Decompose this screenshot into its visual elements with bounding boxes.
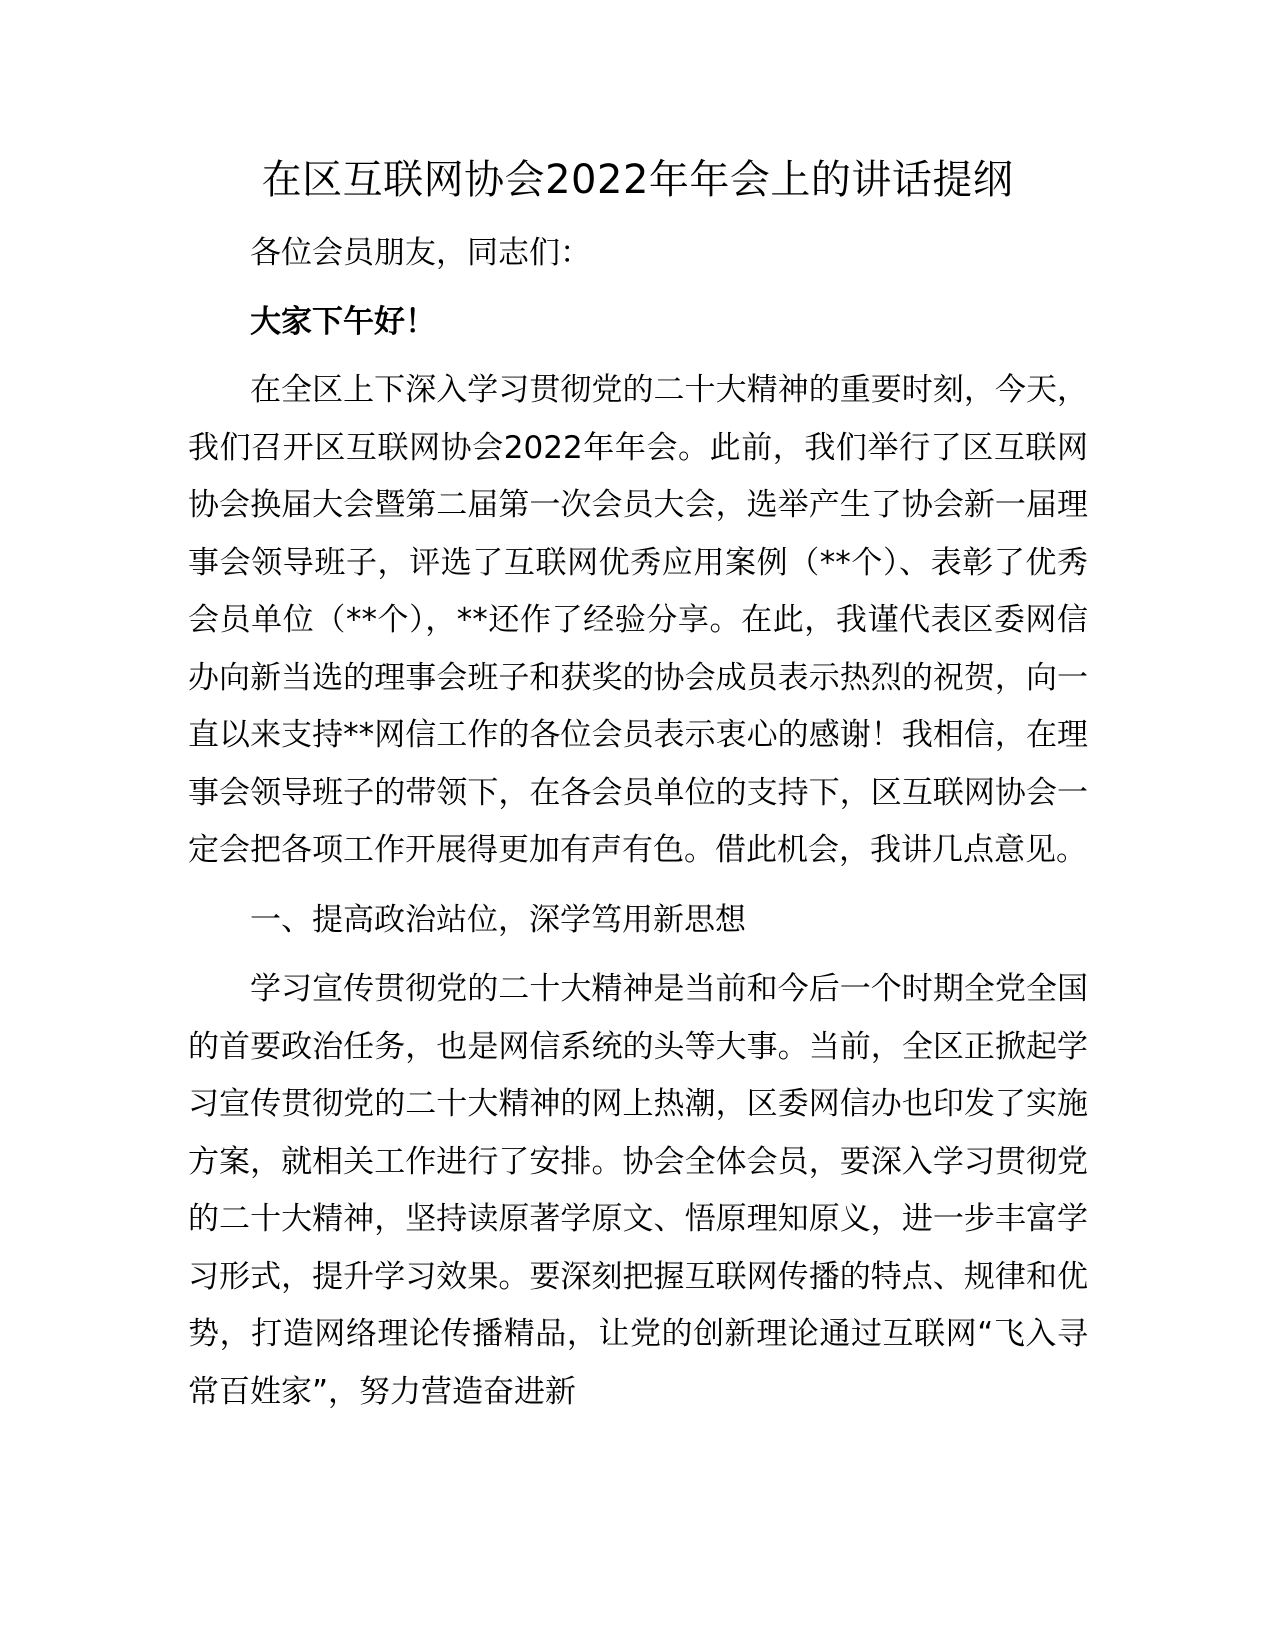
salutation: 各位会员朋友，同志们：: [250, 235, 591, 271]
document-body: [188, 225, 1088, 1421]
greeting: 大家下午好！: [250, 303, 436, 340]
paragraph-section-1: 学习宣传贯彻党的二十大精神是当前和今后一个时期全党全国的首要政治任务，也是网信系统的头等大事。当前，全区正掀起学习宣传贯彻党的二十大精神的网上热潮，区委网信办也印发了实施方案，就相关工作进行了安排。协会全体会员，要深入学习贯彻党的二十大精神，坚持读原著学原文、悟原理知原义，进一步丰富学习形式，提升学习效果。要深刻把握互联网传播的特点、规律和优势，打造网络理论传播精品，让党的创新理论通过互联网“飞入寻常百姓家”，努力营造奋进新: [188, 971, 1088, 1410]
paragraph-opening: 在全区上下深入学习贯彻党的二十大精神的重要时刻，今天，我们召开区互联网协会2022年年会。此前，我们举行了区互联网协会换届大会暨第二届第一次会员大会，选举产生了协会新一届理事会领导班子，评选了互联网优秀应用案例（**个）、表彰了优秀会员单位（**个），**还作了经验分享。在此，我谨代表区委网信办向新当选的理事会班子和获奖的协会成员表示热烈的祝贺，向一直以来支持**网信工作的各位会员表示衷心的感谢！我相信，在理事会领导班子的带领下，在各会员单位的支持下，区互联网协会一定会把各项工作开展得更加有声有色。借此机会，我讲几点意见。: [188, 372, 1088, 868]
section-heading-1: 一、提高政治站位，深学笃用新思想: [250, 901, 746, 938]
document-title: 在区互联网协会2022年年会上的讲话提纲: [261, 157, 1014, 203]
